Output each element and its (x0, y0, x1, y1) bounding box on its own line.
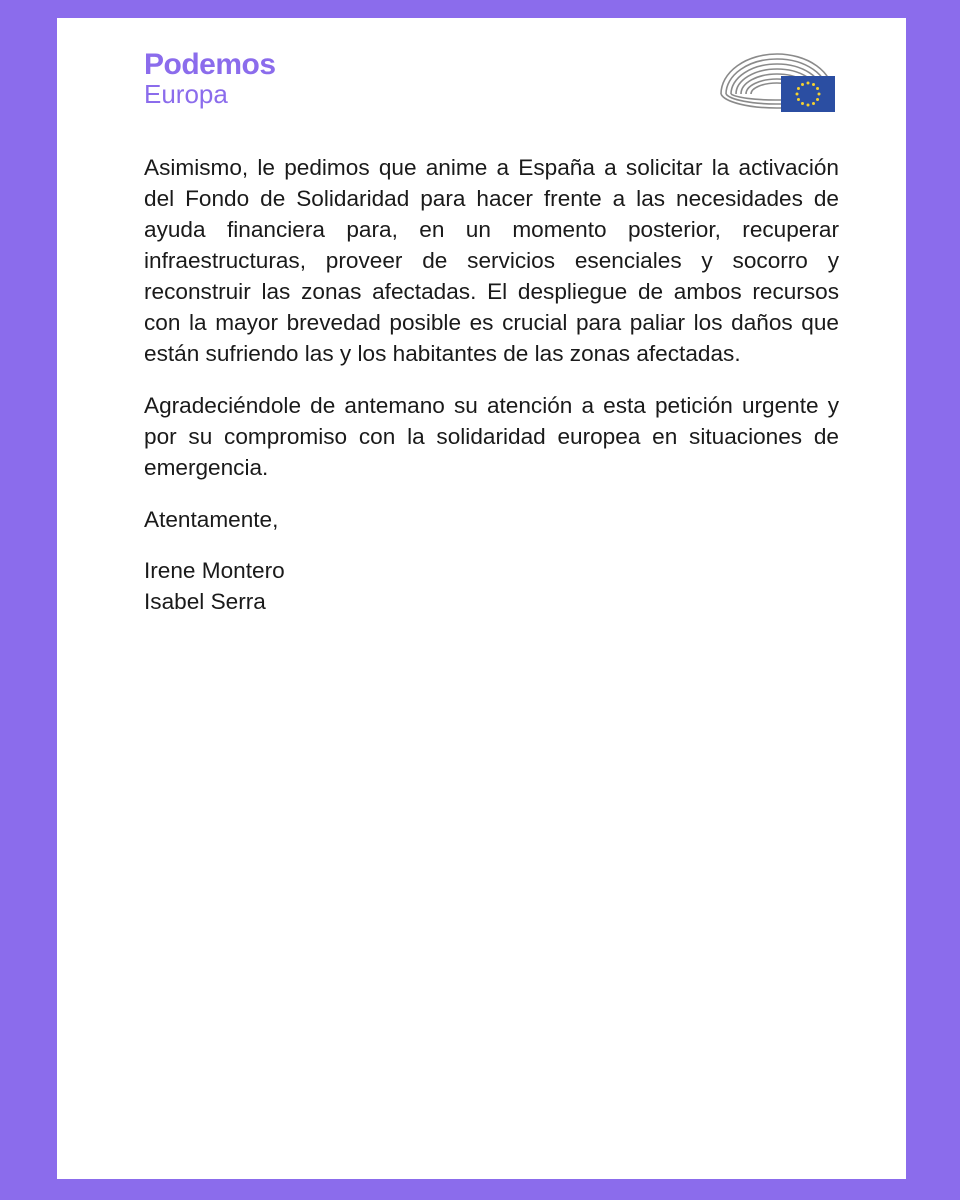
eu-star (807, 104, 810, 107)
eu-star (816, 98, 819, 101)
eu-flag (781, 76, 835, 112)
podemos-europa-logo (144, 50, 276, 107)
eu-star (797, 98, 800, 101)
eu-star (801, 102, 804, 105)
closing: Atentamente, (144, 507, 279, 532)
european-parliament-logo-icon (715, 46, 837, 114)
paragraph-2: Agradeciéndole de antemano su atención a esta petición urgente y por su compromiso con la solidaridad europea en situaciones de emergencia. (144, 393, 839, 480)
signatory-1: Irene Montero (144, 558, 285, 583)
paragraph-1: Asimismo, le pedimos que anime a España a solicitar la activación del Fondo de Solidaridad para hacer frente a las necesidades de ayuda financiera para, en un momento posterior, recuperar infraestructuras, proveer de servicios esenciales y socorro y reconstruir las zonas afectadas. El despliegue de ambos recursos con la mayor brevedad posible es crucial para paliar los daños que están sufriendo las y los habitantes de las zonas afectadas. (144, 155, 839, 366)
signatory-2: Isabel Serra (144, 589, 266, 614)
eu-star (816, 87, 819, 90)
letter-page (57, 18, 906, 1179)
eu-star (797, 87, 800, 90)
logo-line-europa: Europa (144, 79, 228, 109)
letter-body (144, 152, 839, 617)
logo-line-podemos: Podemos (144, 48, 276, 81)
eu-star (812, 83, 815, 86)
eu-star (801, 83, 804, 86)
eu-star (796, 93, 799, 96)
eu-star (818, 93, 821, 96)
eu-star (807, 82, 810, 85)
eu-star (812, 102, 815, 105)
